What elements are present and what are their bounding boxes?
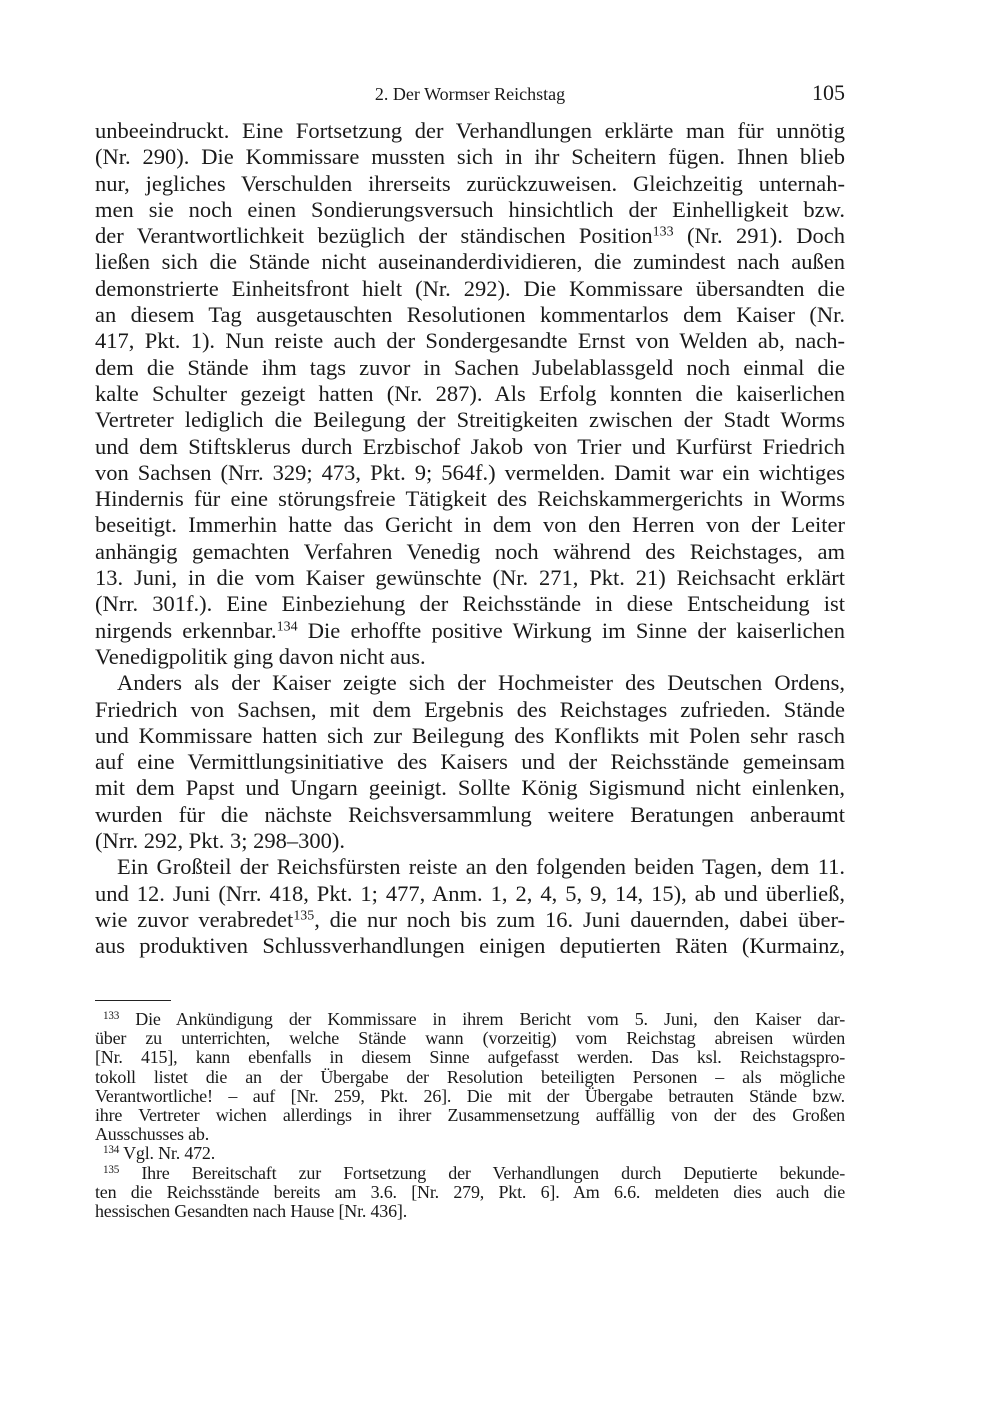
text-segment: Ein Großteil der Reichsfürsten reiste an den folgenden beiden Tagen, dem 11. (117, 854, 845, 880)
footnote-separator (95, 1000, 171, 1001)
text-segment: (Nrr. 301f.). Eine Einbeziehung der Reichsstände in diese Entscheidung ist (95, 591, 845, 617)
footnote-marker: 134 (276, 618, 298, 634)
footnote-line (95, 1106, 845, 1125)
footnote-line (95, 1183, 845, 1202)
body-line (95, 434, 845, 460)
text-segment: hessischen Gesandten nach Hause [Nr. 436]. (95, 1200, 408, 1221)
footnotes (95, 1010, 845, 1221)
footnote-marker: 133 (103, 1009, 120, 1022)
footnote-line (95, 1144, 845, 1163)
body-line (95, 697, 845, 723)
footnote-line (95, 1048, 845, 1067)
text-segment: Die Ankündigung der Kommissare in ihrem Bericht vom 5. Juni, den Kaiser dar- (119, 1009, 845, 1029)
body-line (95, 223, 845, 249)
text-segment: über zu unterrichten, welche Stände wann (vorzeitig) vom Reichstag abreisen würden (95, 1028, 845, 1049)
text-segment: beseitigt. Immerhin hatte das Gericht in dem von den Herren von der Leiter (95, 512, 845, 538)
body-line (95, 591, 845, 617)
text-segment: nirgends erkennbar. (95, 617, 277, 643)
running-title: 2. Der Wormser Reichstag (374, 84, 566, 104)
body-line (95, 144, 845, 170)
text-segment: Venedigpolitik ging davon nicht aus. (95, 643, 426, 669)
body-line (95, 407, 845, 433)
text-segment: an diesem Tag ausgetauschten Resolutionen kommentarlos dem Kaiser (Nr. (95, 302, 845, 328)
text-segment: tokoll listet die an der Übergabe der Resolution beteiligten Personen – als mögliche (95, 1066, 845, 1087)
body-line (95, 249, 845, 275)
body-line (95, 644, 845, 670)
footnote-line (95, 1087, 845, 1106)
footnote-line (95, 1068, 845, 1087)
text-segment: und Kommissare hatten sich zur Beilegung des Konflikts mit Polen sehr rasch (95, 722, 845, 748)
footnote-line (95, 1202, 845, 1221)
body-line (95, 171, 845, 197)
text-segment: [Nr. 415], kann ebenfalls in diesem Sinne aufgefasst werden. Das ksl. Reichstagspro- (95, 1047, 845, 1068)
body-line (95, 512, 845, 538)
footnote-marker: 135 (293, 908, 315, 924)
text-segment: von Sachsen (Nrr. 329; 473, Pkt. 9; 564f.) vermelden. Damit war ein wichtiges (95, 459, 845, 485)
text-segment: auf eine Vermittlungsinitiative des Kaisers und der Reichsstände gemeinsam (95, 749, 845, 775)
footnote-line (95, 1010, 845, 1029)
footnote-line (95, 1164, 845, 1183)
text-segment: 13. Juni, in die vom Kaiser gewünschte (Nr. 271, Pkt. 21) Reichsacht erklärt (95, 565, 845, 591)
text-segment: Vertreter lediglich die Beilegung der Streitigkeiten zwischen der Stadt Worms (95, 407, 845, 433)
text-segment: dem die Stände ihm tags zuvor in Sachen Jubelablassgeld noch einmal die (95, 354, 845, 380)
body-line (95, 670, 845, 696)
text-segment: anhängig gemachten Verfahren Venedig noch während des Reichstages, am (95, 538, 845, 564)
footnote-line (95, 1125, 845, 1144)
body-line (95, 118, 845, 144)
page-header (95, 80, 845, 108)
text-segment: ließen sich die Stände nicht auseinanderdividieren, die zumindest nach außen (95, 249, 845, 275)
body-line (95, 802, 845, 828)
text-segment: (Nr. 291). Doch (673, 223, 845, 249)
text-segment: ten die Reichsstände bereits am 3.6. [Nr. 279, Pkt. 6]. Am 6.6. meldeten dies auch die (95, 1181, 845, 1202)
body-line (95, 618, 845, 644)
body-line (95, 486, 845, 512)
body-line (95, 723, 845, 749)
body-line (95, 539, 845, 565)
body-line (95, 328, 845, 354)
text-segment: Ihre Bereitschaft zur Fortsetzung der Verhandlungen durch Deputierte bekunde- (119, 1162, 845, 1183)
text-segment: der Verantwortlichkeit bezüglich der ständischen Position (95, 223, 653, 249)
text-segment: Vgl. Nr. 472. (119, 1143, 216, 1164)
text-segment: Friedrich von Sachsen, mit dem Ergebnis des Reichstages zufrieden. Stände (95, 696, 845, 722)
text-segment: men sie noch einen Sondierungsversuch hinsichtlich der Einhelligkeit bzw. (95, 196, 845, 222)
text-segment: und dem Stiftsklerus durch Erzbischof Jakob von Trier und Kurfürst Friedrich (95, 433, 845, 459)
body-line (95, 355, 845, 381)
footnote-marker: 134 (103, 1144, 120, 1157)
body-line (95, 302, 845, 328)
text-segment: Die erhoffte positive Wirkung im Sinne der kaiserlichen (297, 617, 845, 643)
text-segment: Anders als der Kaiser zeigte sich der Hochmeister des Deutschen Ordens, (117, 670, 845, 696)
text-segment: Hindernis für eine störungsfreie Tätigkeit des Reichskammergerichts in Worms (95, 486, 845, 512)
body-line (95, 854, 845, 880)
footnote-marker: 135 (103, 1163, 120, 1176)
body-text (95, 118, 845, 960)
text-segment: und 12. Juni (Nrr. 418, Pkt. 1; 477, Anm. 1, 2, 4, 5, 9, 14, 15), ab und überließ, (95, 880, 845, 906)
text-segment: unbeeindruckt. Eine Fortsetzung der Verhandlungen erklärte man für unnötig (95, 118, 845, 143)
text-segment: 417, Pkt. 1). Nun reiste auch der Sondergesandte Ernst von Welden ab, nach- (95, 328, 845, 354)
text-segment: ihre Vertreter wichen allerdings in ihrer Zusammensetzung auffällig von der des Großen (95, 1104, 845, 1125)
body-line (95, 933, 845, 959)
page-number: 105 (812, 80, 845, 105)
text-segment: nur, jegliches Verschulden ihrerseits zurückzuweisen. Gleichzeitig unternah- (95, 170, 845, 196)
text-segment: Ausschusses ab. (95, 1124, 209, 1145)
body-line (95, 828, 845, 854)
body-line (95, 749, 845, 775)
text-segment: wie zuvor verabredet (95, 906, 294, 932)
text-segment: aus produktiven Schlussverhandlungen einigen deputierten Räten (Kurmainz, (95, 933, 845, 959)
body-line (95, 276, 845, 302)
text-segment: , die nur noch bis zum 16. Juni dauernden, dabei über- (314, 906, 846, 932)
text-segment: mit dem Papst und Ungarn geeinigt. Sollte König Sigismund nicht einlenken, (95, 775, 845, 801)
body-line (95, 775, 845, 801)
body-line (95, 460, 845, 486)
text-segment: wurden für die nächste Reichsversammlung weitere Beratungen anberaumt (95, 801, 845, 827)
body-line (95, 381, 845, 407)
body-line (95, 197, 845, 223)
text-segment: kalte Schulter gezeigt hatten (Nr. 287). Als Erfolg konnten die kaiserlichen (95, 380, 845, 406)
body-line (95, 907, 845, 933)
body-line (95, 565, 845, 591)
footnote-marker: 133 (652, 224, 674, 240)
text-segment: demonstrierte Einheitsfront hielt (Nr. 292). Die Kommissare übersandten die (95, 275, 845, 301)
text-segment: Verantwortliche! – auf [Nr. 259, Pkt. 26]. Die mit der Übergabe betrauten Stände bzw. (95, 1085, 845, 1106)
text-segment: (Nr. 290). Die Kommissare mussten sich in ihr Scheitern fügen. Ihnen blieb (95, 144, 845, 170)
body-line (95, 881, 845, 907)
text-segment: (Nrr. 292, Pkt. 3; 298–300). (95, 828, 345, 854)
footnote-line (95, 1029, 845, 1048)
